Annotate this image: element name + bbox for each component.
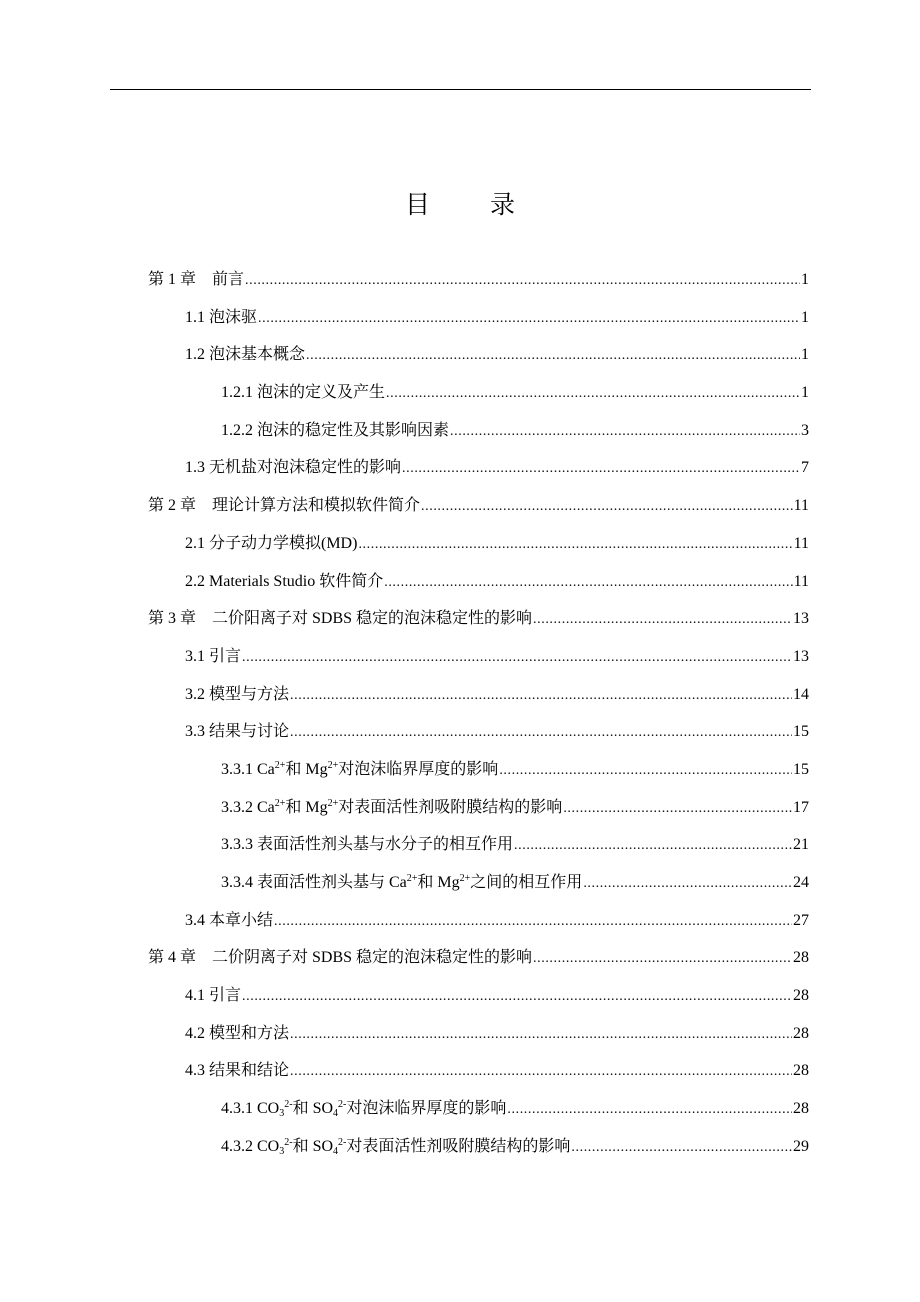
toc-page-number: 28	[793, 1024, 809, 1042]
toc-dot-leader	[290, 677, 792, 715]
table-of-contents	[0, 261, 920, 1166]
toc-entry-title: 2.2 Materials Studio 软件简介	[185, 572, 384, 590]
toc-dot-leader	[306, 337, 800, 375]
toc-dot-leader	[571, 1129, 792, 1167]
toc-entry[interactable]	[221, 1128, 809, 1166]
toc-page-number: 1	[801, 308, 809, 326]
toc-entry[interactable]	[221, 864, 809, 902]
toc-entry[interactable]	[148, 261, 809, 299]
toc-dot-leader	[290, 714, 792, 752]
toc-page-number: 15	[793, 760, 809, 778]
toc-entry-title: 4.3 结果和结论	[185, 1062, 290, 1080]
toc-dot-leader	[274, 903, 792, 941]
toc-entry-title: 2.1 分子动力学模拟(MD)	[185, 534, 358, 552]
toc-entry-title: 第 3 章 二价阳离子对 SDBS 稳定的泡沫稳定性的影响	[148, 610, 533, 628]
toc-page-number: 13	[793, 610, 809, 628]
toc-dot-leader	[258, 300, 800, 338]
toc-dot-leader	[499, 752, 792, 790]
toc-entry-title: 4.1 引言	[185, 987, 242, 1005]
toc-entry[interactable]	[185, 1015, 809, 1053]
toc-dot-leader	[386, 375, 800, 413]
toc-entry[interactable]	[185, 299, 809, 337]
toc-page-number: 28	[793, 1062, 809, 1080]
toc-entry[interactable]	[148, 487, 809, 525]
toc-entry-title: 3.1 引言	[185, 647, 242, 665]
toc-entry-title: 4.2 模型和方法	[185, 1024, 290, 1042]
toc-dot-leader	[290, 1016, 792, 1054]
toc-dot-leader	[290, 1053, 792, 1091]
toc-entry-title: 1.2.1 泡沫的定义及产生	[221, 384, 386, 402]
toc-entry[interactable]	[185, 1052, 809, 1090]
toc-page-number: 28	[793, 987, 809, 1005]
toc-entry-title: 3.3.3 表面活性剂头基与水分子的相互作用	[221, 836, 514, 854]
toc-page-number: 28	[793, 949, 809, 967]
toc-entry[interactable]	[185, 713, 809, 751]
toc-entry-title: 1.1 泡沫驱	[185, 308, 258, 326]
toc-page-number: 11	[793, 497, 809, 515]
toc-title: 目 录	[405, 189, 541, 219]
toc-entry[interactable]	[148, 939, 809, 977]
toc-entry[interactable]	[221, 1090, 809, 1128]
toc-entry-title: 第 2 章 理论计算方法和模拟软件简介	[148, 497, 421, 515]
toc-entry-title: 第 4 章 二价阴离子对 SDBS 稳定的泡沫稳定性的影响	[148, 949, 533, 967]
toc-entry-title: 3.3 结果与讨论	[185, 723, 290, 741]
toc-page-number: 28	[793, 1100, 809, 1118]
toc-page-number: 17	[793, 798, 809, 816]
toc-entry[interactable]	[185, 336, 809, 374]
toc-entry[interactable]	[221, 789, 809, 827]
toc-dot-leader	[242, 978, 792, 1016]
toc-entry[interactable]	[221, 412, 809, 450]
toc-page-number: 3	[801, 421, 809, 439]
toc-entry[interactable]	[185, 449, 809, 487]
toc-page-number: 1	[801, 346, 809, 364]
toc-entry-title: 3.2 模型与方法	[185, 685, 290, 703]
toc-entry-title: 3.3.4 表面活性剂头基与 $Ca^{2+}$和 $Mg^{2+}$之间的相互作用	[221, 873, 583, 891]
toc-page-number: 1	[801, 271, 809, 288]
toc-entry-title: 1.2.2 泡沫的稳定性及其影响因素	[221, 421, 450, 439]
toc-entry[interactable]	[185, 902, 809, 940]
toc-dot-leader	[514, 827, 792, 865]
toc-page-number: 11	[793, 572, 809, 590]
toc-entry[interactable]	[148, 600, 809, 638]
toc-dot-leader	[533, 601, 792, 639]
toc-entry-title: 1.3 无机盐对泡沫稳定性的影响	[185, 459, 402, 477]
toc-dot-leader	[402, 450, 800, 488]
toc-entry-title: 3.4 本章小结	[185, 911, 274, 929]
toc-page-number: 27	[793, 911, 809, 929]
toc-entry[interactable]	[221, 826, 809, 864]
toc-dot-leader	[583, 865, 792, 903]
toc-entry[interactable]	[221, 374, 809, 412]
toc-page-number: 21	[793, 836, 809, 854]
toc-entry[interactable]	[185, 563, 809, 601]
toc-page-number: 14	[793, 685, 809, 703]
toc-page-number: 29	[793, 1137, 809, 1155]
toc-page-number: 1	[801, 384, 809, 402]
toc-entry-title: 第 1 章 前言	[148, 271, 245, 288]
toc-dot-leader	[533, 940, 792, 978]
toc-page-number: 13	[793, 647, 809, 665]
header-rule	[110, 89, 811, 90]
toc-page-number: 24	[793, 874, 809, 891]
toc-entry[interactable]	[185, 676, 809, 714]
toc-dot-leader	[450, 413, 800, 451]
toc-page-number: 15	[793, 723, 809, 741]
toc-entry-title: 3.3.2 $Ca^{2+}$和 $Mg^{2+}$对表面活性剂吸附膜结构的影响	[221, 797, 563, 816]
toc-entry[interactable]	[185, 638, 809, 676]
toc-dot-leader	[421, 488, 793, 526]
toc-entry-title: 3.3.1 $Ca^{2+}$和 $Mg^{2+}$对泡沫临界厚度的影响	[221, 759, 499, 778]
toc-dot-leader	[507, 1091, 792, 1129]
toc-entry-title: 4.3.2 $CO_3^{2-}$和 $SO_4^{2-}$对表面活性剂吸附膜结构的影响	[221, 1136, 571, 1157]
toc-entry[interactable]	[221, 751, 809, 789]
toc-dot-leader	[245, 262, 800, 300]
toc-dot-leader	[384, 564, 792, 602]
toc-entry[interactable]	[185, 525, 809, 563]
toc-dot-leader	[358, 526, 792, 564]
toc-entry[interactable]	[185, 977, 809, 1015]
toc-entry-title: 1.2 泡沫基本概念	[185, 346, 306, 364]
toc-page-number: 7	[801, 459, 809, 477]
toc-page-number: 11	[793, 534, 809, 552]
toc-dot-leader	[242, 639, 792, 677]
toc-entry-title: 4.3.1 $CO_3^{2-}$和 $SO_4^{2-}$对泡沫临界厚度的影响	[221, 1099, 507, 1120]
toc-dot-leader	[563, 790, 792, 828]
